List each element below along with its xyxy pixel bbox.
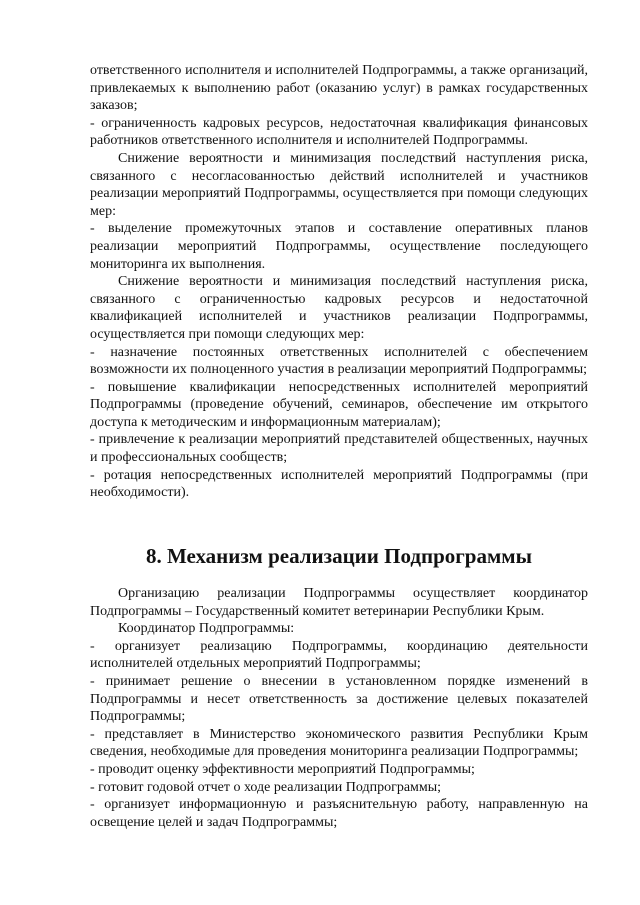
section-heading: 8. Механизм реализации Подпрограммы: [146, 544, 532, 568]
paragraph: - назначение постоянных ответственных исполнителей с обеспечением возможности их полноценного участия в реализации мероприятий Подпрограммы;: [90, 344, 588, 378]
paragraph: - представляет в Министерство экономического развития Республики Крым сведения, необходимые для проведения мониторинга реализации Подпрограммы;: [90, 726, 588, 760]
paragraph: ответственного исполнителя и исполнителей Подпрограммы, а также организаций, привлекаемых к выполнению работ (оказанию услуг) в рамках государственных заказов;: [90, 63, 588, 114]
paragraph: - выделение промежуточных этапов и составление оперативных планов реализации мероприятий Подпрограммы, осуществление последующего мониторинга их выполнения.: [90, 221, 588, 272]
paragraph: - привлечение к реализации мероприятий представителей общественных, научных и профессиональных сообществ;: [90, 432, 588, 466]
paragraph: Снижение вероятности и минимизация последствий наступления риска, связанного с ограниченностью кадровых ресурсов и недостаточной квалификацией исполнителей и участников реализации Подпрограммы, осуществляется при помощи следующих мер:: [90, 274, 588, 342]
paragraph: - принимает решение о внесении в установленном порядке изменений в Подпрограммы и несет ответственность за достижение целевых показателей Подпрограммы;: [90, 673, 588, 725]
paragraph: - повышение квалификации непосредственных исполнителей мероприятий Подпрограммы (проведение обучений, семинаров, обеспечение им открытого доступа к методическим и информационным материалам);: [90, 379, 588, 430]
paragraph: - проводит оценку эффективности мероприятий Подпрограммы;: [90, 761, 475, 777]
text-section-mechanism: [90, 585, 588, 831]
paragraph: Координатор Подпрограммы:: [118, 621, 295, 637]
paragraph: - организует реализацию Подпрограммы, координацию деятельности исполнителей отдельных мероприятий Подпрограммы;: [90, 638, 588, 672]
paragraph: - ротация непосредственных исполнителей мероприятий Подпрограммы (при необходимости).: [90, 467, 588, 501]
text-section-risks: [90, 62, 588, 502]
paragraph: - ограниченность кадровых ресурсов, недостаточная квалификация финансовых работников ответственного исполнителя и исполнителей Подпрограммы.: [90, 115, 588, 149]
paragraph: - готовит годовой отчет о ходе реализации Подпрограммы;: [90, 779, 442, 795]
paragraph: Организацию реализации Подпрограммы осуществляет координатор Подпрограммы – Государственный комитет ветеринарии Республики Крым.: [90, 586, 588, 619]
paragraph: Снижение вероятности и минимизация последствий наступления риска, связанного с несогласованностью действий исполнителей и участников реализации мероприятий Подпрограммы, осуществляется при помощи следующих мер:: [90, 150, 588, 219]
paragraph: - организует информационную и разъяснительную работу, направленную на освещение целей и задач Подпрограммы;: [90, 797, 588, 830]
